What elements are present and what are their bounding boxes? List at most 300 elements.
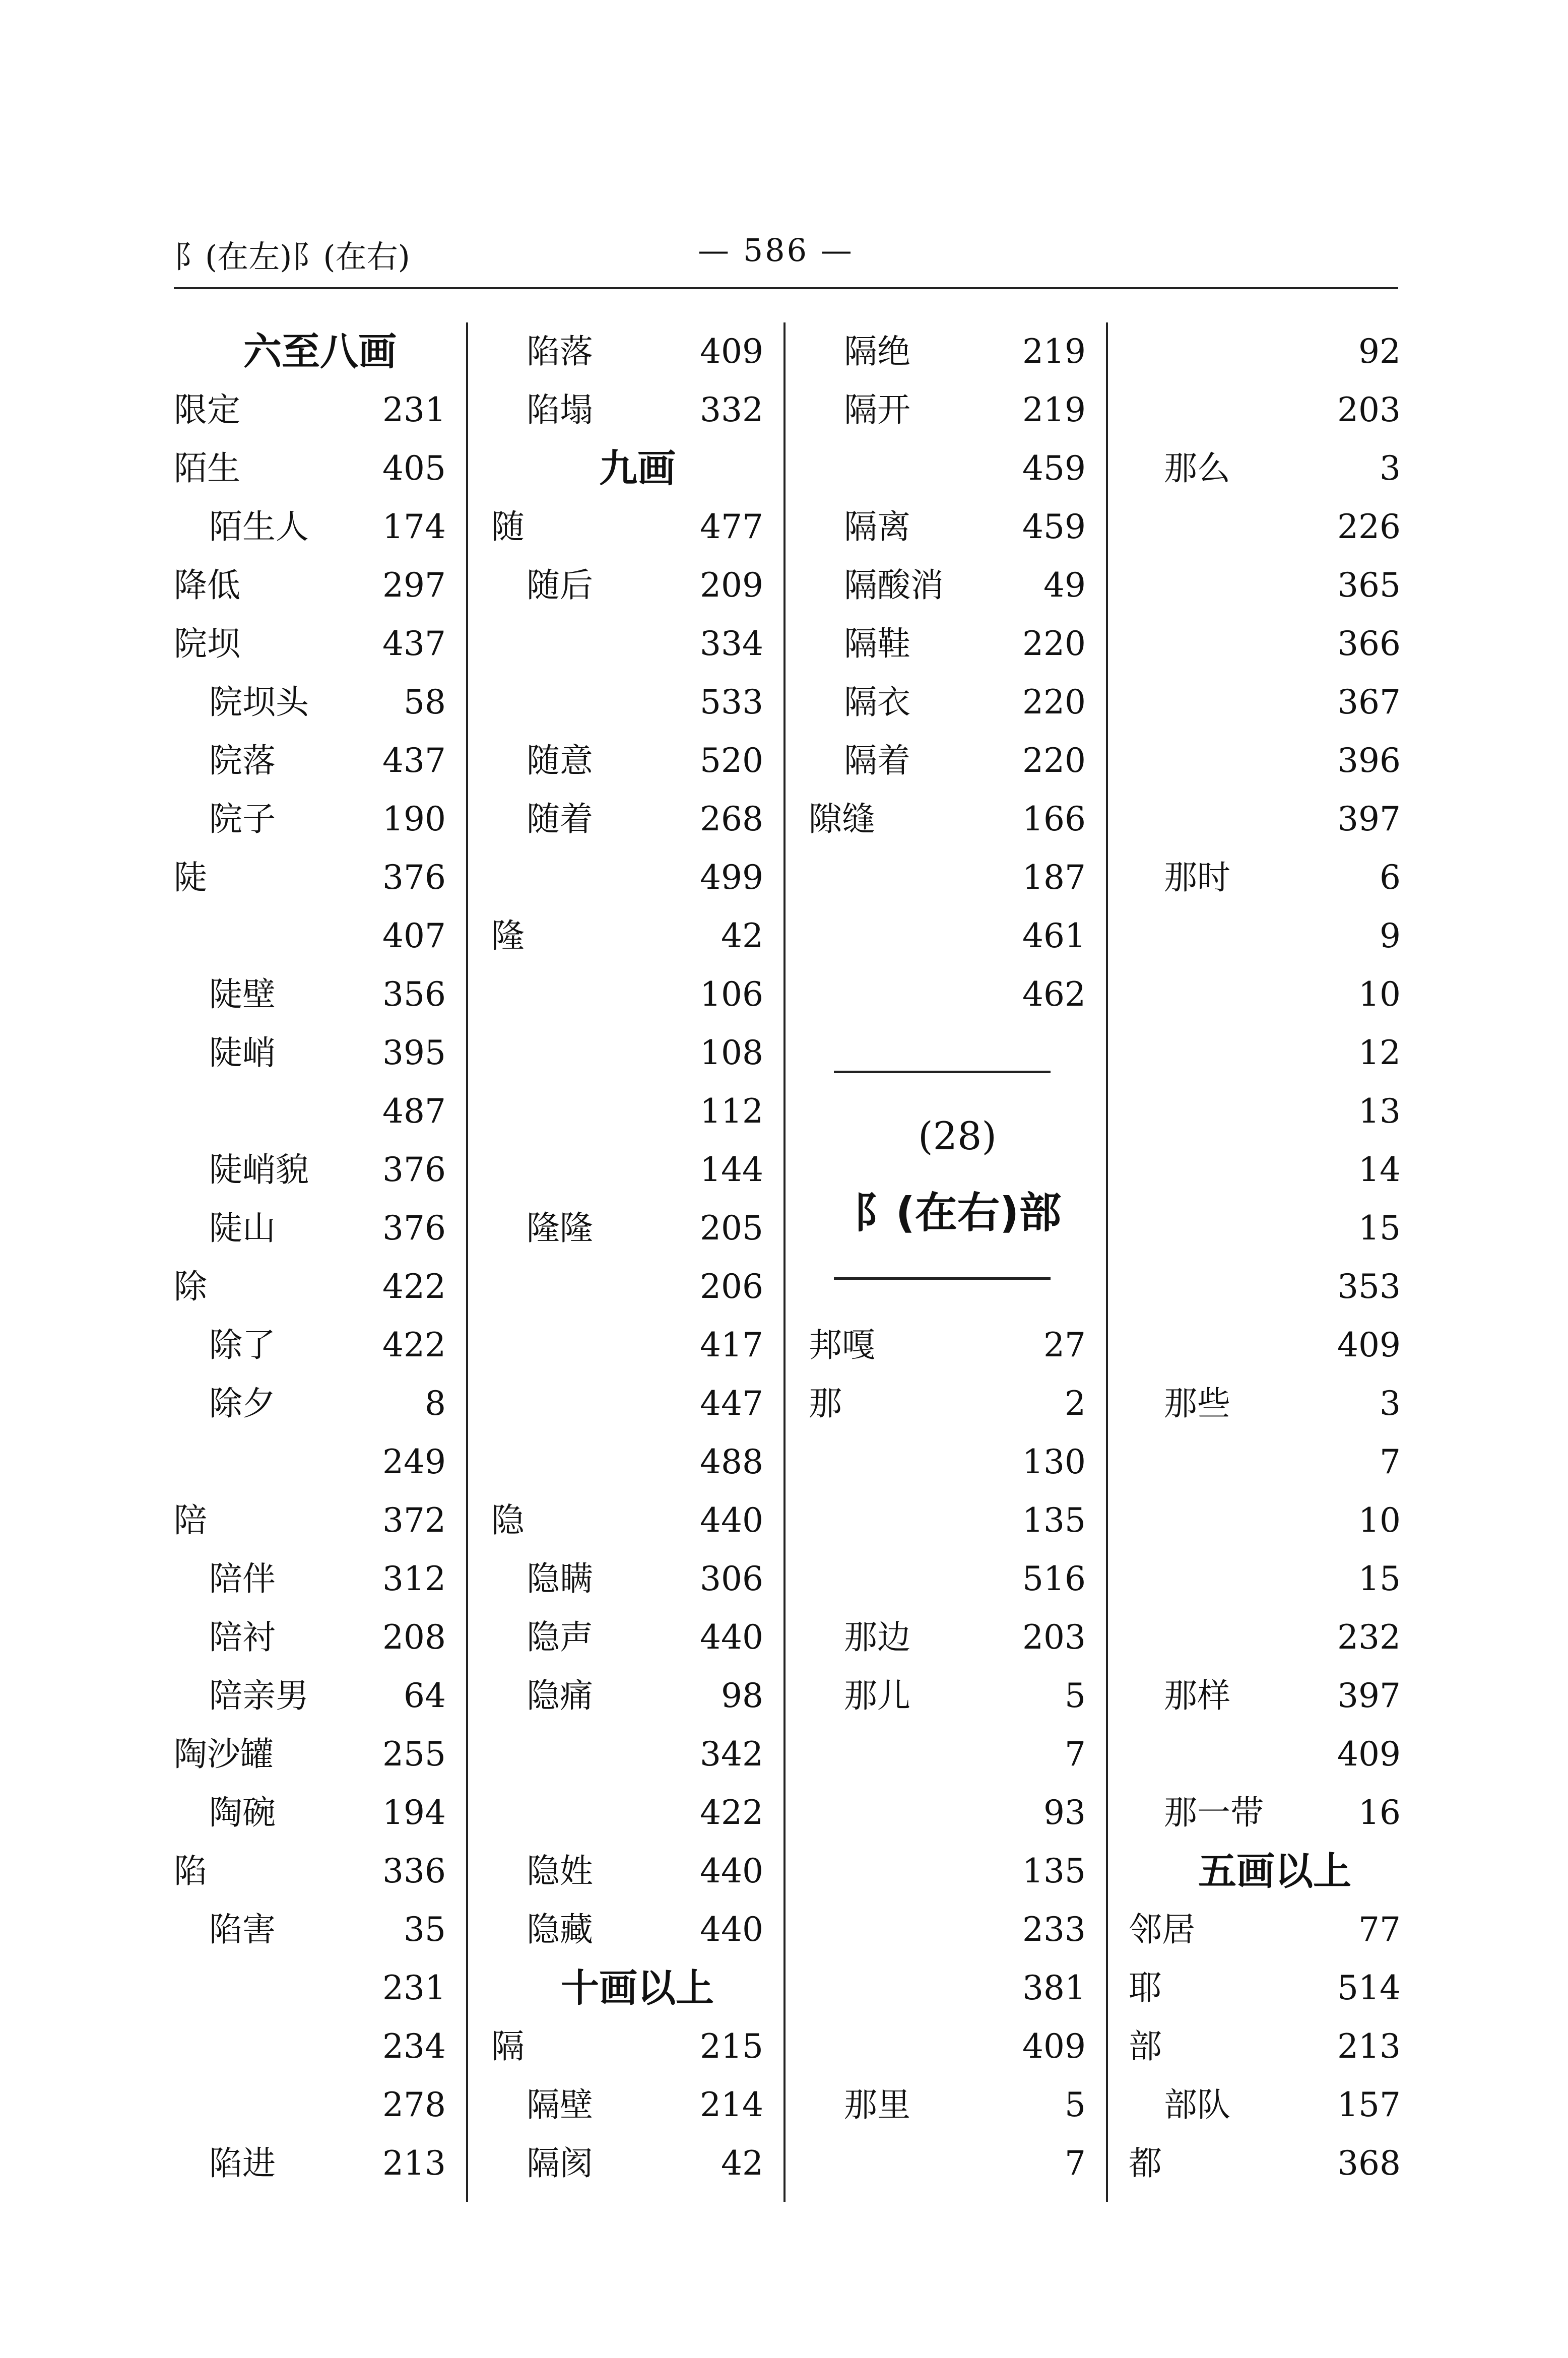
page-reference: 233 — [1022, 1910, 1086, 1949]
entry-term: 隔壁 — [527, 2085, 593, 2124]
page-reference: 405 — [382, 449, 446, 488]
index-entry — [1129, 1258, 1421, 1316]
page-reference: 356 — [382, 975, 446, 1014]
index-entry — [1129, 1141, 1421, 1199]
entry-term: 隔绝 — [844, 332, 910, 371]
entry-term: 那样 — [1164, 1676, 1230, 1715]
page-reference: 397 — [1337, 1676, 1401, 1715]
page-reference: 9 — [1380, 916, 1401, 955]
page-reference: 376 — [382, 858, 446, 897]
index-entry — [1129, 732, 1421, 790]
page-reference: 213 — [382, 2144, 446, 2183]
page-reference: 2 — [1065, 1384, 1086, 1423]
index-entry — [809, 556, 1106, 615]
page-reference: 278 — [382, 2085, 446, 2124]
heading-text: 九画 — [599, 446, 676, 491]
index-entry — [1129, 907, 1421, 965]
page-reference: 381 — [1022, 1969, 1086, 2007]
index-entry — [1129, 673, 1421, 732]
entry-term: 那些 — [1164, 1384, 1230, 1423]
entry-term: 陶沙罐 — [174, 1735, 274, 1774]
index-entry — [174, 732, 466, 790]
index-entry — [491, 673, 783, 732]
index-entry — [174, 439, 466, 498]
index-entry — [174, 1024, 466, 1082]
page-reference: 462 — [1022, 975, 1086, 1014]
entry-term: 部队 — [1164, 2085, 1230, 2124]
page-reference: 336 — [382, 1852, 446, 1890]
page-reference: 108 — [700, 1033, 763, 1072]
entry-term: 陡 — [174, 858, 207, 897]
index-entry — [809, 1608, 1106, 1667]
page-reference: 422 — [382, 1326, 446, 1364]
entry-term: 那时 — [1164, 858, 1230, 897]
index-entry — [174, 2134, 466, 2193]
page-reference: 367 — [1337, 683, 1401, 722]
index-entry — [809, 1784, 1106, 1842]
index-entry — [174, 848, 466, 907]
entry-term: 降低 — [174, 566, 240, 605]
page-reference: 5 — [1065, 2085, 1086, 2124]
entry-term: 随着 — [527, 800, 593, 838]
entry-term: 邻居 — [1129, 1910, 1195, 1949]
index-entry — [491, 1374, 783, 1433]
page-reference: 409 — [700, 332, 763, 371]
index-entry — [1129, 965, 1421, 1024]
page-reference: 157 — [1337, 2085, 1401, 2124]
index-entry — [174, 1141, 466, 1199]
index-entry — [809, 2017, 1106, 2076]
page-number: — 586 — — [698, 232, 854, 269]
stroke-group-heading — [491, 1959, 783, 2017]
index-entry — [491, 1491, 783, 1550]
index-entry — [809, 1842, 1106, 1901]
index-entry — [174, 1374, 466, 1433]
page-reference: 516 — [1022, 1559, 1086, 1598]
page-reference: 190 — [382, 800, 446, 838]
page-reference: 12 — [1358, 1033, 1401, 1072]
page-reference: 220 — [1022, 683, 1086, 722]
page-reference: 6 — [1380, 858, 1401, 897]
entry-term: 陪伴 — [209, 1559, 276, 1598]
entry-term: 陷塌 — [527, 390, 593, 429]
index-entry — [809, 498, 1106, 556]
index-entry — [491, 732, 783, 790]
stroke-group-heading — [1129, 1842, 1421, 1901]
entry-term: 陪亲男 — [209, 1676, 309, 1715]
page-reference: 203 — [1022, 1618, 1086, 1657]
page-reference: 35 — [404, 1910, 446, 1949]
index-entry — [1129, 1667, 1421, 1725]
index-entry — [491, 1141, 783, 1199]
index-entry — [809, 1433, 1106, 1491]
page-reference: 194 — [382, 1793, 446, 1832]
page-reference: 112 — [700, 1092, 763, 1131]
page-reference: 440 — [700, 1910, 763, 1949]
page-reference: 14 — [1358, 1150, 1401, 1189]
index-entry — [174, 965, 466, 1024]
page-reference: 368 — [1337, 2144, 1401, 2183]
entry-term: 陪衬 — [209, 1618, 276, 1657]
index-entry — [174, 498, 466, 556]
page-reference: 92 — [1358, 332, 1401, 371]
page-reference: 268 — [700, 800, 763, 838]
page-reference: 397 — [1337, 800, 1401, 838]
index-entry — [809, 907, 1106, 965]
index-entry — [174, 1842, 466, 1901]
page-reference: 58 — [404, 683, 446, 722]
page-reference: 187 — [1022, 858, 1086, 897]
page-reference: 98 — [721, 1676, 763, 1715]
index-entry — [491, 965, 783, 1024]
index-entry — [174, 790, 466, 848]
heading-text: 十画以上 — [561, 1966, 714, 2010]
index-entry — [491, 498, 783, 556]
page-reference: 64 — [404, 1676, 446, 1715]
entry-term: 隔开 — [844, 390, 910, 429]
entry-term: 那里 — [844, 2085, 910, 2124]
index-entry — [174, 1784, 466, 1842]
index-entry — [1129, 1316, 1421, 1374]
heading-text: 五画以上 — [1198, 1849, 1351, 1893]
page-reference: 7 — [1065, 1735, 1086, 1774]
page-reference: 174 — [382, 507, 446, 546]
page-reference: 459 — [1022, 507, 1086, 546]
index-entry — [491, 1667, 783, 1725]
page-header — [174, 222, 1398, 289]
entry-term: 隆 — [491, 916, 525, 955]
index-entry — [809, 673, 1106, 732]
index-entry — [491, 1901, 783, 1959]
page-reference: 396 — [1337, 741, 1401, 780]
index-entry — [174, 1491, 466, 1550]
index-column-1 — [174, 322, 468, 2202]
page-reference: 219 — [1022, 390, 1086, 429]
index-entry — [809, 439, 1106, 498]
index-entry — [174, 907, 466, 965]
page-reference: 533 — [700, 683, 763, 722]
page-reference: 220 — [1022, 741, 1086, 780]
page-reference: 409 — [1337, 1735, 1401, 1774]
entry-term: 院子 — [209, 800, 276, 838]
index-entry — [1129, 381, 1421, 439]
page-reference: 487 — [382, 1092, 446, 1131]
page-reference: 5 — [1065, 1676, 1086, 1715]
page-reference: 15 — [1358, 1559, 1401, 1598]
page-reference: 13 — [1358, 1092, 1401, 1131]
index-entry — [491, 1199, 783, 1258]
page-reference: 249 — [382, 1443, 446, 1481]
entry-term: 那儿 — [844, 1676, 910, 1715]
index-entry — [174, 1608, 466, 1667]
entry-term: 隔阂 — [527, 2144, 593, 2183]
entry-term: 随意 — [527, 741, 593, 780]
stroke-group-heading — [174, 322, 466, 381]
page-reference: 209 — [700, 566, 763, 605]
entry-term: 陌生人 — [209, 507, 309, 546]
index-entry — [491, 1082, 783, 1141]
entry-term: 隐声 — [527, 1618, 593, 1657]
entry-term: 隐痛 — [527, 1676, 593, 1715]
index-entry — [174, 1082, 466, 1141]
index-entry — [491, 907, 783, 965]
page-reference: 42 — [721, 2144, 763, 2183]
entry-term: 隔 — [491, 2027, 525, 2066]
page-reference: 106 — [700, 975, 763, 1014]
index-entry — [1129, 1024, 1421, 1082]
index-entry — [809, 1725, 1106, 1784]
page-reference: 8 — [425, 1384, 446, 1423]
page-reference: 447 — [700, 1384, 763, 1423]
page-reference: 77 — [1358, 1910, 1401, 1949]
page-reference: 297 — [382, 566, 446, 605]
page-reference: 203 — [1337, 390, 1401, 429]
index-entry — [1129, 1199, 1421, 1258]
index-entry — [1129, 615, 1421, 673]
index-entry — [1129, 1082, 1421, 1141]
index-entry — [174, 1901, 466, 1959]
section-rule-bottom — [834, 1277, 1051, 1280]
entry-term: 陷 — [174, 1852, 207, 1890]
index-entry — [491, 1784, 783, 1842]
index-entry — [809, 848, 1106, 907]
index-entry — [809, 2134, 1106, 2193]
index-entry — [1129, 2017, 1421, 2076]
page-reference: 312 — [382, 1559, 446, 1598]
page-reference: 42 — [721, 916, 763, 955]
page-reference: 409 — [1022, 2027, 1086, 2066]
entry-term: 隔衣 — [844, 683, 910, 722]
index-entry — [1129, 1901, 1421, 1959]
entry-term: 陷进 — [209, 2144, 276, 2183]
page-reference: 231 — [382, 1969, 446, 2007]
index-entry — [174, 1258, 466, 1316]
entry-term: 除了 — [209, 1326, 276, 1364]
page-reference: 365 — [1337, 566, 1401, 605]
page-reference: 3 — [1380, 449, 1401, 488]
index-entry — [1129, 848, 1421, 907]
index-entry — [1129, 439, 1421, 498]
page-reference: 215 — [700, 2027, 763, 2066]
index-entry — [1129, 1959, 1421, 2017]
page-reference: 130 — [1022, 1443, 1086, 1481]
index-entry — [491, 1550, 783, 1608]
page-reference: 440 — [700, 1618, 763, 1657]
index-entry — [491, 2134, 783, 2193]
entry-term: 隆隆 — [527, 1209, 593, 1248]
entry-term: 隐瞒 — [527, 1559, 593, 1598]
index-entry — [1129, 1725, 1421, 1784]
section-title: 阝(在右)部 — [853, 1188, 1062, 1237]
index-entry — [491, 322, 783, 381]
page-reference: 49 — [1043, 566, 1086, 605]
index-entry — [809, 1491, 1106, 1550]
index-entry — [491, 615, 783, 673]
index-entry — [1129, 1374, 1421, 1433]
page-reference: 342 — [700, 1735, 763, 1774]
entry-term: 耶 — [1129, 1969, 1162, 2007]
page-reference: 135 — [1022, 1501, 1086, 1540]
index-entry — [491, 1316, 783, 1374]
entry-term: 陶碗 — [209, 1793, 276, 1832]
page-reference: 205 — [700, 1209, 763, 1248]
page-reference: 395 — [382, 1033, 446, 1072]
index-entry — [809, 1550, 1106, 1608]
entry-term: 隐 — [491, 1501, 525, 1540]
index-entry — [809, 1959, 1106, 2017]
index-entry — [174, 1316, 466, 1374]
index-entry — [809, 1667, 1106, 1725]
page-reference: 135 — [1022, 1852, 1086, 1890]
page-reference: 231 — [382, 390, 446, 429]
index-entry — [174, 556, 466, 615]
entry-term: 邦嘎 — [809, 1326, 875, 1364]
page-reference: 206 — [700, 1267, 763, 1306]
index-entry — [1129, 790, 1421, 848]
page-reference: 366 — [1337, 624, 1401, 663]
index-entry — [491, 2017, 783, 2076]
entry-term: 那一带 — [1164, 1793, 1264, 1832]
index-entry — [809, 2076, 1106, 2134]
index-entry — [809, 1901, 1106, 1959]
entry-term: 陡壁 — [209, 975, 276, 1014]
index-entry — [491, 2076, 783, 2134]
heading-text: 六至八画 — [243, 329, 397, 374]
index-entry — [809, 732, 1106, 790]
page-reference: 514 — [1337, 1969, 1401, 2007]
page-reference: 219 — [1022, 332, 1086, 371]
index-entry — [174, 1550, 466, 1608]
index-entry — [174, 1667, 466, 1725]
index-entry — [1129, 1784, 1421, 1842]
page-reference: 520 — [700, 741, 763, 780]
entry-term: 院坝头 — [209, 683, 309, 722]
entry-term: 院落 — [209, 741, 276, 780]
entry-term: 那 — [809, 1384, 842, 1423]
page-reference: 3 — [1380, 1384, 1401, 1423]
entry-term: 隔酸消 — [844, 566, 944, 605]
index-entry — [491, 1024, 783, 1082]
index-column-2 — [491, 322, 786, 2202]
page-reference: 422 — [382, 1267, 446, 1306]
entry-term: 隔着 — [844, 741, 910, 780]
page-reference: 306 — [700, 1559, 763, 1598]
index-entry — [1129, 498, 1421, 556]
index-entry — [1129, 1491, 1421, 1550]
index-entry — [809, 322, 1106, 381]
page-reference: 93 — [1043, 1793, 1086, 1832]
entry-term: 陡峭貌 — [209, 1150, 309, 1189]
entry-term: 部 — [1129, 2027, 1162, 2066]
page-reference: 488 — [700, 1443, 763, 1481]
page-reference: 10 — [1358, 975, 1401, 1014]
page-reference: 332 — [700, 390, 763, 429]
entry-term: 陡山 — [209, 1209, 276, 1248]
entry-term: 陌生 — [174, 449, 240, 488]
index-entry — [1129, 322, 1421, 381]
page-reference: 10 — [1358, 1501, 1401, 1540]
index-entry — [1129, 1433, 1421, 1491]
page-reference: 417 — [700, 1326, 763, 1364]
index-entry — [174, 1433, 466, 1491]
page-reference: 461 — [1022, 916, 1086, 955]
page-reference: 226 — [1337, 507, 1401, 546]
entry-term: 除夕 — [209, 1384, 276, 1423]
entry-term: 陷落 — [527, 332, 593, 371]
index-entry — [491, 1725, 783, 1784]
entry-term: 隔离 — [844, 507, 910, 546]
index-entry — [174, 1199, 466, 1258]
entry-term: 都 — [1129, 2144, 1162, 2183]
page-reference: 376 — [382, 1209, 446, 1248]
page-reference: 409 — [1337, 1326, 1401, 1364]
section-number: (28) — [918, 1114, 997, 1158]
page-reference: 440 — [700, 1501, 763, 1540]
page-reference: 220 — [1022, 624, 1086, 663]
page-reference: 234 — [382, 2027, 446, 2066]
index-column-3 — [809, 322, 1108, 2202]
page-reference: 166 — [1022, 800, 1086, 838]
stroke-group-heading — [491, 439, 783, 498]
page-reference: 214 — [700, 2085, 763, 2124]
index-entry — [809, 1316, 1106, 1374]
entry-term: 隙缝 — [809, 800, 875, 838]
page-reference: 372 — [382, 1501, 446, 1540]
page-reference: 7 — [1065, 2144, 1086, 2183]
index-entry — [174, 673, 466, 732]
page-reference: 440 — [700, 1852, 763, 1890]
page-reference: 144 — [700, 1150, 763, 1189]
entry-term: 陪 — [174, 1501, 207, 1540]
page-reference: 27 — [1043, 1326, 1086, 1364]
entry-term: 隐藏 — [527, 1910, 593, 1949]
page-reference: 7 — [1380, 1443, 1401, 1481]
entry-term: 除 — [174, 1267, 207, 1306]
page-reference: 15 — [1358, 1209, 1401, 1248]
index-entry — [809, 965, 1106, 1024]
entry-term: 隐姓 — [527, 1852, 593, 1890]
index-entry — [174, 2076, 466, 2134]
index-entry — [174, 1959, 466, 2017]
entry-term: 随 — [491, 507, 525, 546]
index-entry — [491, 790, 783, 848]
index-entry — [491, 556, 783, 615]
index-entry — [491, 1608, 783, 1667]
page-reference: 437 — [382, 624, 446, 663]
index-entry — [809, 615, 1106, 673]
section-rule-top — [834, 1071, 1051, 1073]
page-reference: 477 — [700, 507, 763, 546]
index-entry — [491, 848, 783, 907]
page-reference: 459 — [1022, 449, 1086, 488]
index-entry — [1129, 1550, 1421, 1608]
index-entry — [1129, 556, 1421, 615]
index-entry — [1129, 1608, 1421, 1667]
index-entry — [491, 1842, 783, 1901]
index-entry — [174, 1725, 466, 1784]
entry-term: 那么 — [1164, 449, 1230, 488]
page-reference: 16 — [1358, 1793, 1401, 1832]
index-entry — [174, 2017, 466, 2076]
entry-term: 那边 — [844, 1618, 910, 1657]
page-reference: 232 — [1337, 1618, 1401, 1657]
index-entry — [491, 1433, 783, 1491]
entry-term: 限定 — [174, 390, 240, 429]
index-entry — [174, 381, 466, 439]
index-entry — [1129, 2076, 1421, 2134]
page-reference: 376 — [382, 1150, 446, 1189]
index-column-4 — [1129, 322, 1421, 2202]
